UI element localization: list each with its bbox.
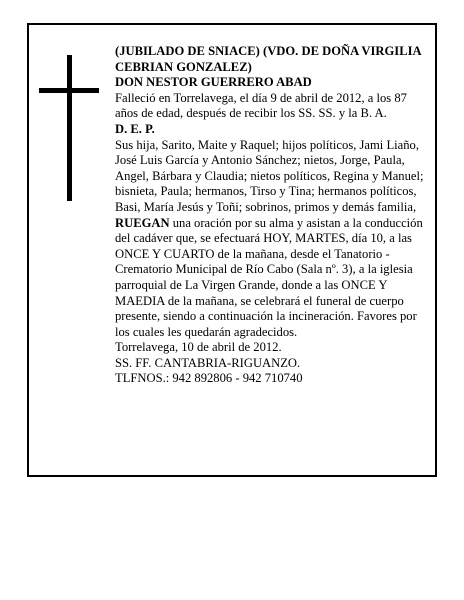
request-bold: RUEGAN — [115, 215, 170, 230]
request-text: una oración por su alma y asistan a la conducción del cadáver que, se efectuará HOY, MARTES, día 10, a las ONCE Y CUARTO de la mañana, desde el Tanatorio -Crematorio Municipal de Río Cabo (Sala nº. 3), a la iglesia parroquial de La Virgen Grande, donde a las ONCE Y MAEDIA de la mañana, se celebrará el funeral de cuerpo presente, siendo a continuación la incineración. Favores por los cuales les quedarán agradecidos. — [115, 215, 423, 339]
dep-line: D. E. P. — [115, 121, 155, 136]
phones: TLFNOS.: 942 892806 - 942 710740 — [115, 371, 303, 386]
cross-horizontal-bar — [39, 88, 99, 93]
obituary-notice — [27, 23, 437, 477]
funeral-home: SS. FF. CANTABRIA-RIGUANZO. — [115, 355, 301, 370]
cross-icon — [39, 55, 99, 201]
family-text: Sus hija, Sarito, Maite y Raquel; hijos políticos, Jami Liaño, José Luis García y Antonio Sánchez; nietos, Jorge, Paula, Angel, Bárbara y Claudia; nietos políticos, Regina y Manuel; bisnieta, Paula; hermanos, Tirso y Tina; hermanos políticos, Basi, María Jesús y Toñi; sobrinos, primos y demás familia, — [115, 137, 424, 214]
place-date: Torrelavega, 10 de abril de 2012. — [115, 340, 282, 355]
cross-vertical-bar — [67, 55, 72, 201]
deceased-name: DON NESTOR GUERRERO ABAD — [115, 75, 312, 90]
death-text: Falleció en Torrelavega, el día 9 de abril de 2012, a los 87 años de edad, después de recibir los SS. SS. y la B. A. — [115, 90, 407, 121]
header-line: (JUBILADO DE SNIACE) (VDO. DE DOÑA VIRGILIA CEBRIAN GONZALEZ) — [115, 44, 421, 74]
request-paragraph — [115, 216, 427, 341]
obituary-text — [115, 44, 427, 387]
